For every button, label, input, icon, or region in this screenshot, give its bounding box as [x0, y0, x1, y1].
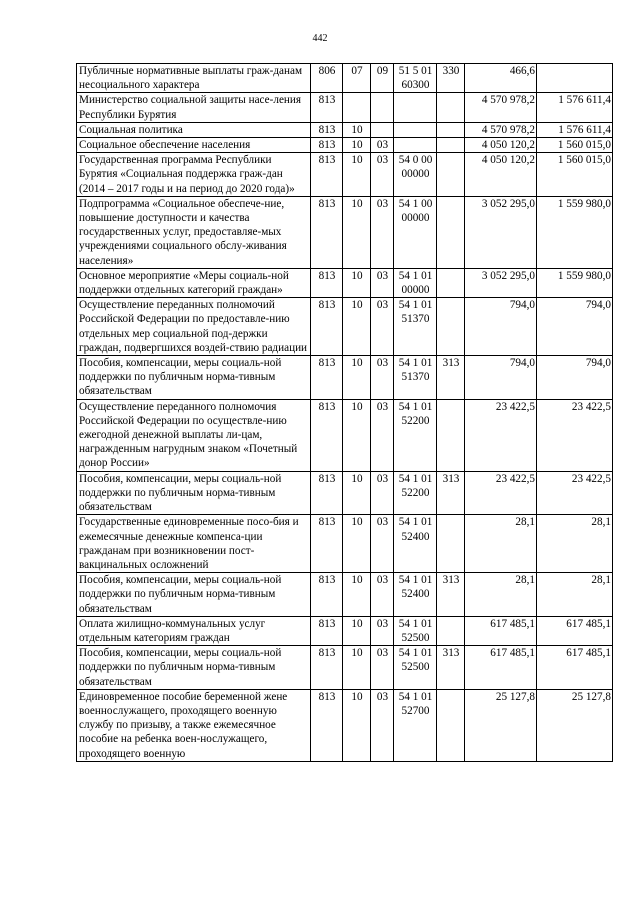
table-row — [77, 399, 613, 471]
row-ved: 806 — [311, 64, 343, 93]
row-csr: 54 0 00 00000 — [394, 153, 437, 197]
row-pr: 03 — [371, 515, 394, 573]
row-rz: 10 — [343, 298, 371, 356]
row-csr: 54 1 01 51370 — [394, 356, 437, 400]
row-vr — [437, 138, 465, 153]
row-ved: 813 — [311, 646, 343, 690]
row-sum1: 617 485,1 — [465, 646, 537, 690]
row-sum2: 1 576 611,4 — [537, 122, 613, 137]
row-sum1: 466,6 — [465, 64, 537, 93]
row-rz: 10 — [343, 646, 371, 690]
row-name: Государственная программа Республики Бурятия «Социальная поддержка граж-дан (2014 – 2017 годы и на период до 2020 года)» — [77, 153, 311, 197]
row-sum2: 794,0 — [537, 356, 613, 400]
row-pr: 03 — [371, 138, 394, 153]
row-name: Министерство социальной защиты насе-ления Республики Бурятия — [77, 93, 311, 122]
row-pr — [371, 122, 394, 137]
row-sum2: 1 560 015,0 — [537, 153, 613, 197]
row-ved: 813 — [311, 153, 343, 197]
row-vr — [437, 196, 465, 268]
row-csr — [394, 138, 437, 153]
table-row — [77, 196, 613, 268]
table-row — [77, 689, 613, 761]
table-row — [77, 138, 613, 153]
row-vr: 313 — [437, 573, 465, 617]
page-number: 442 — [312, 33, 328, 44]
row-sum2: 1 560 015,0 — [537, 138, 613, 153]
row-vr — [437, 153, 465, 197]
row-sum1: 3 052 295,0 — [465, 268, 537, 297]
row-ved: 813 — [311, 399, 343, 471]
row-ved: 813 — [311, 471, 343, 515]
table-row — [77, 471, 613, 515]
row-vr — [437, 515, 465, 573]
row-sum2: 1 559 980,0 — [537, 196, 613, 268]
row-sum2: 28,1 — [537, 515, 613, 573]
row-name: Социальная политика — [77, 122, 311, 137]
table-row — [77, 646, 613, 690]
row-csr: 54 1 01 51370 — [394, 298, 437, 356]
row-pr: 03 — [371, 268, 394, 297]
row-vr — [437, 399, 465, 471]
row-sum2: 617 485,1 — [537, 646, 613, 690]
table-row — [77, 356, 613, 400]
row-pr: 03 — [371, 298, 394, 356]
row-vr — [437, 93, 465, 122]
row-name: Основное мероприятие «Меры социаль-ной поддержки отдельных категорий граждан» — [77, 268, 311, 297]
row-sum2 — [537, 64, 613, 93]
row-name: Социальное обеспечение населения — [77, 138, 311, 153]
row-pr: 03 — [371, 573, 394, 617]
row-sum1: 25 127,8 — [465, 689, 537, 761]
row-rz: 10 — [343, 138, 371, 153]
row-vr: 313 — [437, 356, 465, 400]
row-sum2: 1 559 980,0 — [537, 268, 613, 297]
row-csr: 54 1 01 52400 — [394, 515, 437, 573]
row-sum1: 23 422,5 — [465, 471, 537, 515]
row-csr: 54 1 01 52200 — [394, 399, 437, 471]
row-csr: 54 1 01 52200 — [394, 471, 437, 515]
row-rz: 10 — [343, 471, 371, 515]
row-name: Подпрограмма «Социальное обеспече-ние, повышение доступности и качества государственных услуг, предоставляе-мых учреждениями социального обслу-живания населения» — [77, 196, 311, 268]
row-csr: 54 1 01 00000 — [394, 268, 437, 297]
row-rz: 07 — [343, 64, 371, 93]
row-sum1: 794,0 — [465, 356, 537, 400]
row-csr: 54 1 00 00000 — [394, 196, 437, 268]
budget-table-body — [77, 64, 613, 762]
row-sum1: 23 422,5 — [465, 399, 537, 471]
row-vr: 330 — [437, 64, 465, 93]
row-rz: 10 — [343, 689, 371, 761]
row-vr — [437, 122, 465, 137]
table-row — [77, 153, 613, 197]
row-pr: 09 — [371, 64, 394, 93]
row-vr — [437, 268, 465, 297]
row-name: Единовременное пособие беременной жене военнослужащего, проходящего военную службу по призыву, а также ежемесячное пособие на ребенка воен-нослужащего, проходящего военную — [77, 689, 311, 761]
table-row — [77, 616, 613, 645]
row-ved: 813 — [311, 138, 343, 153]
row-csr — [394, 122, 437, 137]
row-rz: 10 — [343, 268, 371, 297]
row-sum2: 1 576 611,4 — [537, 93, 613, 122]
row-sum2: 23 422,5 — [537, 471, 613, 515]
row-pr: 03 — [371, 616, 394, 645]
row-ved: 813 — [311, 298, 343, 356]
row-name: Пособия, компенсации, меры социаль-ной поддержки по публичным норма-тивным обязательствам — [77, 646, 311, 690]
row-name: Пособия, компенсации, меры социаль-ной поддержки по публичным норма-тивным обязательствам — [77, 573, 311, 617]
row-sum2: 23 422,5 — [537, 399, 613, 471]
row-sum1: 4 570 978,2 — [465, 122, 537, 137]
row-rz: 10 — [343, 573, 371, 617]
row-vr — [437, 298, 465, 356]
row-pr: 03 — [371, 689, 394, 761]
table-row — [77, 64, 613, 93]
row-csr — [394, 93, 437, 122]
table-row — [77, 573, 613, 617]
row-ved: 813 — [311, 616, 343, 645]
row-rz: 10 — [343, 196, 371, 268]
row-csr: 54 1 01 52400 — [394, 573, 437, 617]
row-name: Оплата жилищно-коммунальных услуг отдельным категориям граждан — [77, 616, 311, 645]
row-pr: 03 — [371, 646, 394, 690]
row-vr — [437, 616, 465, 645]
row-sum1: 4 050 120,2 — [465, 138, 537, 153]
row-name: Пособия, компенсации, меры социаль-ной поддержки по публичным норма-тивным обязательствам — [77, 356, 311, 400]
budget-table — [76, 63, 613, 762]
row-rz: 10 — [343, 153, 371, 197]
row-ved: 813 — [311, 122, 343, 137]
row-rz: 10 — [343, 515, 371, 573]
row-rz: 10 — [343, 399, 371, 471]
row-name: Пособия, компенсации, меры социаль-ной поддержки по публичным норма-тивным обязательствам — [77, 471, 311, 515]
row-sum1: 794,0 — [465, 298, 537, 356]
row-sum2: 25 127,8 — [537, 689, 613, 761]
row-ved: 813 — [311, 268, 343, 297]
table-row — [77, 515, 613, 573]
row-csr: 54 1 01 52500 — [394, 616, 437, 645]
row-pr: 03 — [371, 471, 394, 515]
row-csr: 54 1 01 52500 — [394, 646, 437, 690]
row-sum1: 28,1 — [465, 515, 537, 573]
row-rz: 10 — [343, 616, 371, 645]
row-sum1: 4 050 120,2 — [465, 153, 537, 197]
row-csr: 51 5 01 60300 — [394, 64, 437, 93]
row-ved: 813 — [311, 356, 343, 400]
row-csr: 54 1 01 52700 — [394, 689, 437, 761]
row-pr: 03 — [371, 196, 394, 268]
row-sum2: 617 485,1 — [537, 616, 613, 645]
row-name: Публичные нормативные выплаты граж-данам несоциального характера — [77, 64, 311, 93]
row-vr: 313 — [437, 646, 465, 690]
row-vr: 313 — [437, 471, 465, 515]
table-row — [77, 122, 613, 137]
row-sum1: 617 485,1 — [465, 616, 537, 645]
row-rz: 10 — [343, 122, 371, 137]
row-rz: 10 — [343, 356, 371, 400]
row-ved: 813 — [311, 689, 343, 761]
row-ved: 813 — [311, 515, 343, 573]
row-pr: 03 — [371, 399, 394, 471]
row-sum1: 3 052 295,0 — [465, 196, 537, 268]
row-name: Осуществление переданного полномочия Российской Федерации по осуществле-нию ежегодной денежной выплаты ли-цам, награжденным нагрудным знаком «Почетный донор России» — [77, 399, 311, 471]
row-sum1: 4 570 978,2 — [465, 93, 537, 122]
row-pr — [371, 93, 394, 122]
row-ved: 813 — [311, 573, 343, 617]
row-vr — [437, 689, 465, 761]
table-row — [77, 93, 613, 122]
row-name: Осуществление переданных полномочий Российской Федерации по предоставле-нию отдельных мер социальной под-держки граждан, подвергшихся воздей-ствию радиации — [77, 298, 311, 356]
row-pr: 03 — [371, 153, 394, 197]
row-sum2: 794,0 — [537, 298, 613, 356]
table-row — [77, 298, 613, 356]
row-ved: 813 — [311, 93, 343, 122]
row-sum1: 28,1 — [465, 573, 537, 617]
row-ved: 813 — [311, 196, 343, 268]
row-rz — [343, 93, 371, 122]
row-name: Государственные единовременные посо-бия и ежемесячные денежные компенса-ции гражданам при возникновении пост-вакцинальных осложнений — [77, 515, 311, 573]
row-pr: 03 — [371, 356, 394, 400]
table-row — [77, 268, 613, 297]
row-sum2: 28,1 — [537, 573, 613, 617]
